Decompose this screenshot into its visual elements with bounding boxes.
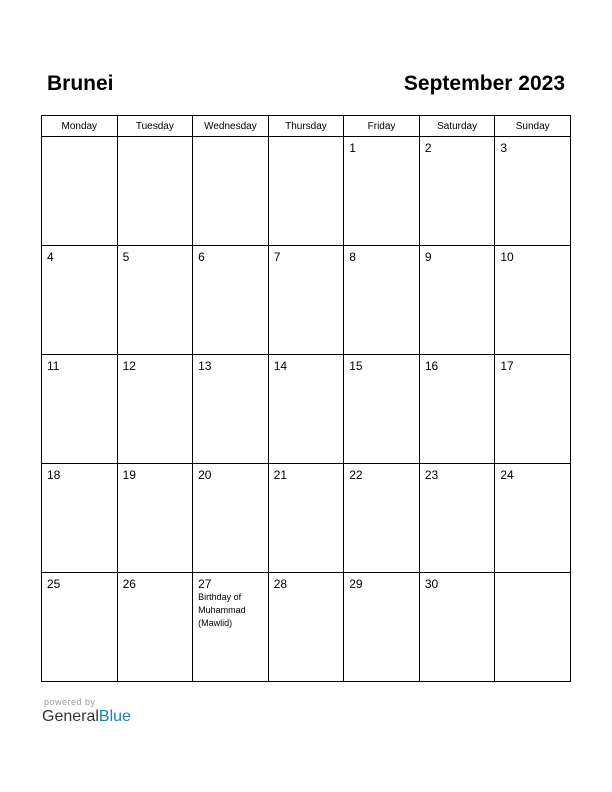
day-number: 28 — [273, 577, 288, 591]
day-cell — [193, 137, 269, 246]
day-number: 1 — [349, 141, 356, 155]
day-number: 25 — [47, 577, 61, 591]
day-cell — [268, 573, 344, 682]
day-cell — [268, 355, 344, 464]
day-cell — [193, 573, 269, 682]
weekday-header: Wednesday — [193, 116, 269, 137]
day-cell — [42, 137, 118, 246]
day-cell — [42, 355, 118, 464]
week-row — [42, 464, 571, 573]
day-cell — [495, 137, 571, 246]
day-number: 10 — [500, 250, 514, 264]
weekday-header: Tuesday — [117, 116, 193, 137]
week-row — [42, 573, 571, 682]
country-title: Brunei — [47, 72, 114, 95]
day-cell — [193, 355, 269, 464]
day-cell — [344, 246, 420, 355]
day-cell — [344, 464, 420, 573]
week-row — [42, 137, 571, 246]
month-year-title: September 2023 — [403, 72, 565, 95]
day-number: 18 — [47, 468, 61, 482]
day-number: 6 — [198, 250, 205, 264]
day-cell — [344, 355, 420, 464]
day-number: 4 — [47, 250, 54, 264]
day-number: 22 — [349, 468, 363, 482]
day-cell — [117, 137, 193, 246]
week-row — [42, 246, 571, 355]
day-number: 21 — [273, 468, 288, 482]
day-number: 24 — [500, 468, 514, 482]
day-number: 14 — [273, 359, 288, 373]
day-cell — [495, 464, 571, 573]
day-cell — [193, 246, 269, 355]
day-number: 11 — [47, 359, 60, 373]
brand-text-general: General — [42, 708, 99, 725]
day-cell — [268, 137, 344, 246]
day-cell — [193, 464, 269, 573]
day-cell — [117, 464, 193, 573]
week-row — [42, 355, 571, 464]
day-number: 5 — [122, 250, 130, 264]
generalblue-logo — [42, 708, 131, 726]
day-number: 8 — [349, 250, 356, 264]
calendar-grid — [41, 115, 571, 682]
day-number: 19 — [122, 468, 136, 482]
day-cell — [117, 246, 193, 355]
powered-by-label: powered by — [44, 697, 96, 707]
holiday-label: Birthday of Muhammad (Mawlid) — [198, 592, 246, 628]
day-cell — [42, 573, 118, 682]
day-number: 29 — [349, 577, 363, 591]
day-number: 30 — [424, 577, 439, 591]
day-number: 3 — [500, 141, 508, 155]
day-number: 2 — [424, 141, 432, 155]
day-cell — [419, 355, 495, 464]
day-cell — [42, 246, 118, 355]
day-number: 17 — [500, 359, 514, 373]
day-cell — [117, 573, 193, 682]
day-cell — [419, 246, 495, 355]
day-cell — [268, 464, 344, 573]
day-number: 27 — [198, 577, 212, 591]
day-cell — [344, 573, 420, 682]
day-cell — [495, 573, 571, 682]
weekday-header-row — [42, 116, 571, 137]
day-number: 9 — [424, 250, 432, 264]
day-cell — [117, 355, 193, 464]
day-number: 13 — [198, 359, 212, 373]
day-cell — [344, 137, 420, 246]
day-number: 15 — [349, 359, 363, 373]
day-number: 20 — [198, 468, 212, 482]
weekday-header: Friday — [344, 116, 420, 137]
day-cell — [419, 464, 495, 573]
day-number: 7 — [273, 250, 281, 264]
day-cell — [419, 573, 495, 682]
day-cell — [42, 464, 118, 573]
day-number: 12 — [122, 359, 136, 373]
day-cell — [419, 137, 495, 246]
day-number: 26 — [122, 577, 136, 591]
day-cell — [495, 246, 571, 355]
day-cell — [495, 355, 571, 464]
day-number: 23 — [424, 468, 439, 482]
brand-text-blue: Blue — [98, 708, 131, 725]
day-number: 16 — [424, 359, 439, 373]
weekday-header: Monday — [42, 116, 118, 137]
weekday-header: Thursday — [268, 116, 344, 137]
weekday-header: Sunday — [495, 116, 571, 137]
weekday-header: Saturday — [419, 116, 495, 137]
day-cell — [268, 246, 344, 355]
